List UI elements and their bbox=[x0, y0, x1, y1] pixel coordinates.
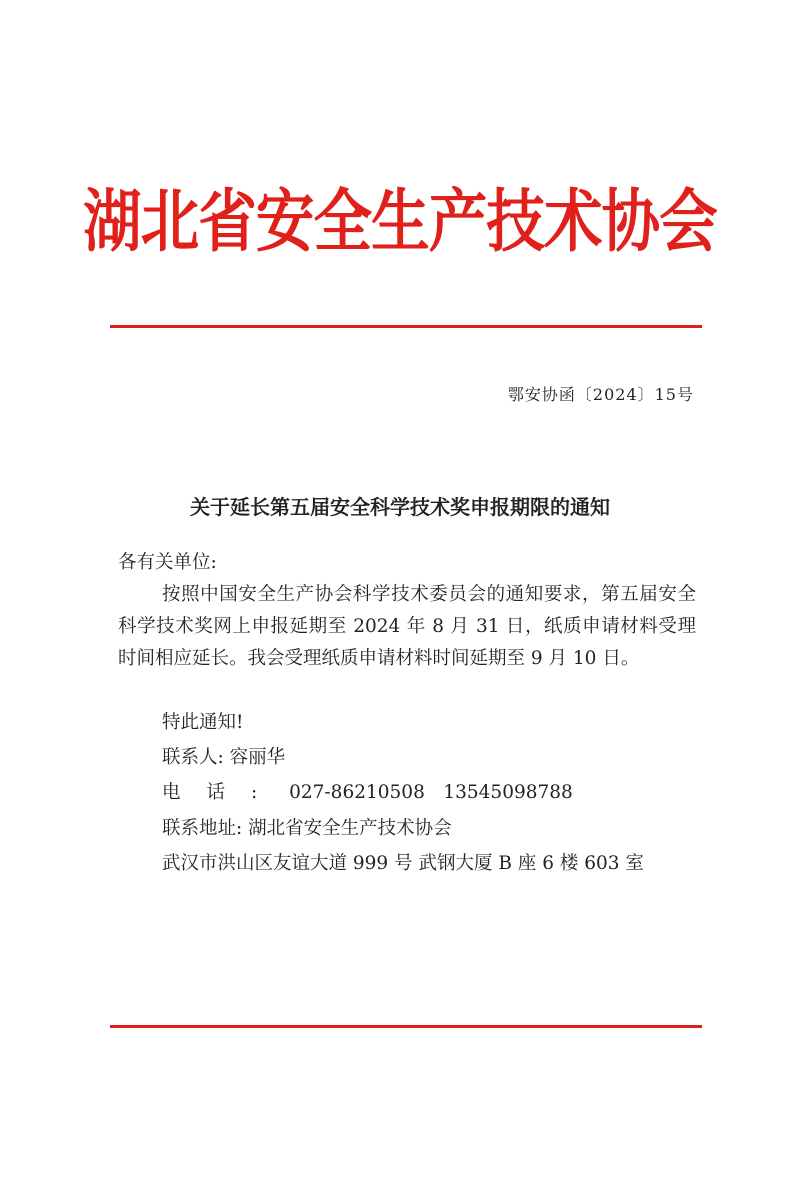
document-title: 关于延长第五届安全科学技术奖申报期限的通知 bbox=[190, 495, 610, 519]
footer-red-divider bbox=[110, 1025, 702, 1028]
contact-person-label: 联系人: bbox=[162, 747, 224, 768]
contact-person-line bbox=[162, 742, 285, 774]
letterhead-red-divider bbox=[110, 325, 702, 328]
document-number: 鄂安协函〔2024〕15号 bbox=[507, 385, 694, 404]
address-label: 联系地址: bbox=[162, 818, 243, 839]
phone-line bbox=[162, 777, 573, 809]
contact-person-name: 容丽华 bbox=[229, 747, 286, 768]
closing-line: 特此通知! bbox=[162, 712, 244, 733]
address-line bbox=[162, 813, 452, 845]
phone-label: 电话: bbox=[162, 782, 284, 803]
phone-numbers: 027-86210508 13545098788 bbox=[289, 782, 573, 803]
salutation: 各有关单位: bbox=[118, 552, 217, 573]
address-org: 湖北省安全生产技术协会 bbox=[248, 818, 452, 839]
body-paragraph: 按照中国安全生产协会科学技术委员会的通知要求，第五届安全科学技术奖网上申报延期至 2024 年 8 月 31 日，纸质申请材料受理时间相应延长。我会受理纸质申请材料时间延期至 9 月 10 日。 bbox=[118, 584, 696, 669]
letterhead-org-name: 湖北省安全生产技术协会 bbox=[83, 183, 717, 262]
address-detail: 武汉市洪山区友谊大道 999 号 武钢大厦 B 座 6 楼 603 室 bbox=[162, 853, 644, 874]
